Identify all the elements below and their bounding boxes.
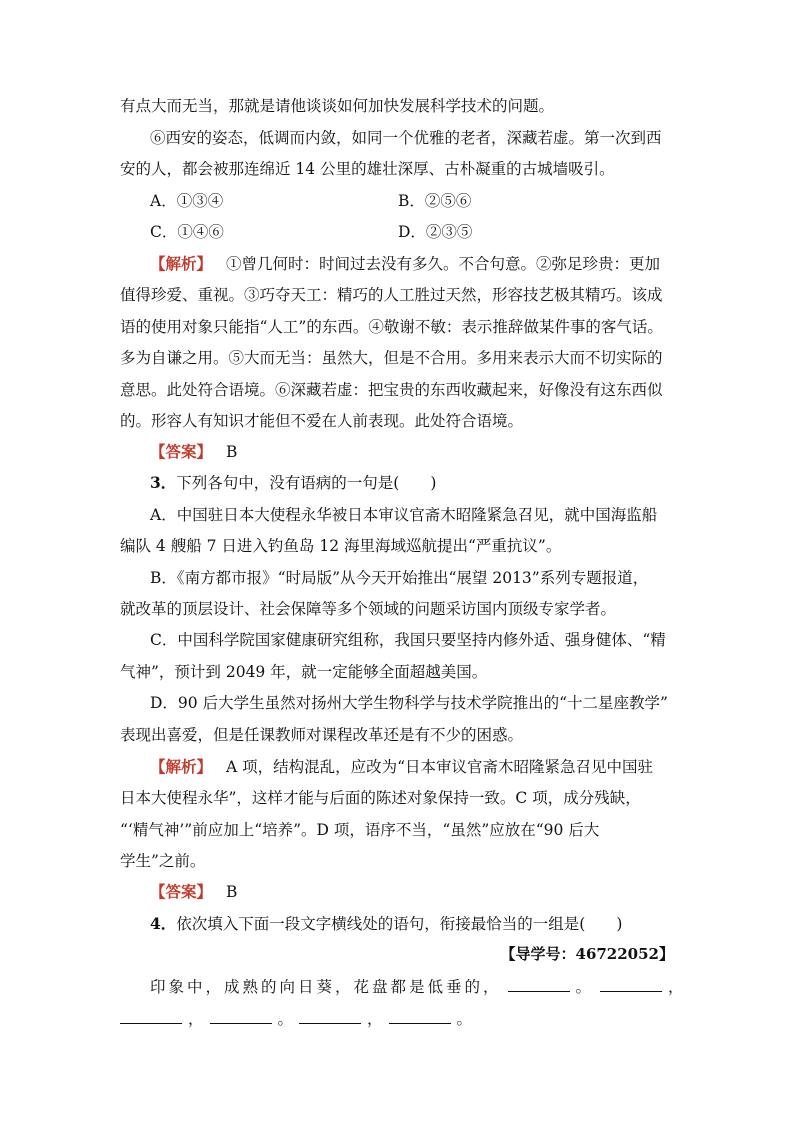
blank-3[interactable] xyxy=(120,1009,182,1024)
answer-tag: 【答案】 xyxy=(150,442,213,461)
q2-analysis-line-4: 多为自谦之用。⑤大而无当：虽然大，但是不合用。多用来表示大而不切实际的 xyxy=(120,349,663,367)
blank-6[interactable] xyxy=(389,1009,451,1024)
q4-passage-line-2: ， 。 ， 。 xyxy=(120,1009,680,1029)
q2-answer: 【答案】 B xyxy=(150,442,238,461)
q2-option-d: D．②③⑤ xyxy=(398,223,473,241)
blank-4[interactable] xyxy=(210,1009,272,1024)
analysis-tag: 【解析】 xyxy=(150,254,213,273)
q2-analysis-line-6: 的。形容人有知识才能但不爱在人前表现。此处符合语境。 xyxy=(120,412,524,430)
q3-answer: 【答案】 B xyxy=(150,882,238,901)
q3-option-d-line-2: 表现出喜爱，但是任课教师对课程改革还是有不少的困惑。 xyxy=(120,726,524,744)
q3-analysis-line-4: 学生”之前。 xyxy=(120,852,206,870)
q2-option-a: A．①③④ xyxy=(150,192,224,210)
q4-stem: 4．依次填入下面一段文字横线处的语句，衔接最恰当的一组是( ) xyxy=(150,914,623,933)
study-number: 【导学号：46722052】 xyxy=(500,945,674,963)
q3-stem: 3．下列各句中，没有语病的一句是( ) xyxy=(150,473,437,492)
q3-option-b-line-1: B．《南方都市报》“时局版”从今天开始推出“展望 2013”系列专题报道， xyxy=(150,569,649,587)
q2-analysis-line-1: 【解析】 ①曾几何时：时间过去没有多久。不合句意。②弥足珍贵：更加 xyxy=(150,254,661,273)
q2-analysis-line-2: 值得珍爱、重视。③巧夺天工：精巧的人工胜过天然，形容技艺极其精巧。该成 xyxy=(120,286,663,304)
q4-passage-line-1: 印象中，成熟的向日葵，花盘都是低垂的， 。 ， xyxy=(150,978,687,996)
q3-option-d-line-1: D．90 后大学生虽然对扬州大学生物科学与技术学院推出的“十二星座教学” xyxy=(150,694,668,712)
q3-option-a-line-1: A．中国驻日本大使程永华被日本审议官斋木昭隆紧急召见，就中国海监船 xyxy=(150,506,658,524)
blank-1[interactable] xyxy=(508,977,570,992)
q2-option-c: C．①④⑥ xyxy=(150,223,224,241)
q3-analysis-line-2: 日本大使程永华”，这样才能与后面的陈述对象保持一致。C 项，成分残缺， xyxy=(120,789,641,807)
item-6-line-1: ⑥西安的姿态，低调而内敛，如同一个优雅的老者，深藏若虚。第一次到西 xyxy=(150,129,662,147)
prev-line: 有点大而无当，那就是请他谈谈如何加快发展科学技术的问题。 xyxy=(120,97,555,115)
answer-tag: 【答案】 xyxy=(150,882,213,901)
analysis-tag: 【解析】 xyxy=(150,757,213,776)
q3-option-b-line-2: 就改革的顶层设计、社会保障等多个领域的问题采访国内顶级专家学者。 xyxy=(120,600,617,618)
q3-analysis-line-1: 【解析】 A 项，结构混乱，应改为“日本审议官斋木昭隆紧急召见中国驻 xyxy=(150,757,654,776)
q2-analysis-line-5: 意思。此处符合语境。⑥深藏若虚：把宝贵的东西收藏起来，好像没有这东西似 xyxy=(120,381,663,399)
q3-option-a-line-2: 编队 4 艘船 7 日进入钓鱼岛 12 海里海域巡航提出“严重抗议”。 xyxy=(120,537,562,555)
q3-analysis-line-3: “‘精气神’”前应加上“培养”。D 项，语序不当，“虽然”应放在“90 后大 xyxy=(120,821,600,839)
blank-5[interactable] xyxy=(299,1009,361,1024)
q2-analysis-line-3: 语的使用对象只能指“人工”的东西。④敬谢不敏：表示推辞做某件事的客气话。 xyxy=(120,318,663,336)
q2-option-b: B．②⑤⑥ xyxy=(398,192,472,210)
item-6-line-2: 安的人，都会被那连绵近 14 公里的雄壮深厚、古朴凝重的古城墙吸引。 xyxy=(120,160,615,178)
blank-2[interactable] xyxy=(600,977,662,992)
q3-option-c-line-2: 气神”，预计到 2049 年，就一定能够全面超越美国。 xyxy=(120,663,488,681)
q3-option-c-line-1: C．中国科学院国家健康研究组称，我国只要坚持内修外适、强身健体、“精 xyxy=(150,631,666,649)
